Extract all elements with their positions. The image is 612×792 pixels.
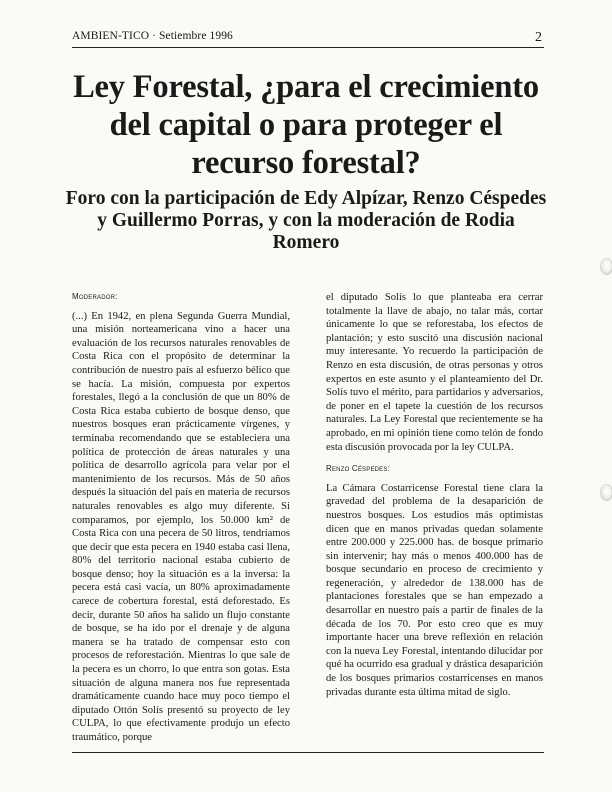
page-number: 2 <box>535 30 542 45</box>
moderator-paragraph-continued: el diputado Solís lo que planteaba era cerrar totalmente la llave de abajo, no talar más, cortar únicamente lo que se reforestaba, los efectos de plantación; y esto suscitó una discusión nacional muy interesante. Yo recuerdo la participación de Renzo en esta discusión, de otras personas y otros expertos en este asunto y el planteamiento del Dr. Solís tuvo el mérito, para partidarios y adversarios, de poner en el tapete la cuestión de los recursos naturales. La Ley Forestal que recientemente se ha aprobado, en mi opinión tiene como telón de fondo esta discusión provocada por la ley CULPA. <box>326 292 543 453</box>
publication-name: AMBIEN-TICO · Setiembre 1996 <box>72 30 233 42</box>
speaker-label-renzo: Renzo Céspedes: <box>326 464 391 474</box>
renzo-paragraph: La Cámara Costarricense Forestal tiene clara la gravedad del problema de la desaparición de nuestros bosques. Los estudios más optimistas dicen que en manos privadas quedan solamente entre 200.000 y 225.000 has. de bosque primario sin intervenir; hay más o menos 400.000 has de bosque secundario en proceso de crecimiento y regeneración, y alrededor de 138.000 has de plantaciones forestales que se han empezado a desarrollar en nuestro país a partir de finales de la década de los 70. Por esto creo que es muy importante hacer una breve reflexión en relación con la nueva Ley Forestal, intentando dilucidar por qué ha ocurrido esa gradual y drástica desaparición de los bosques primarios costarricenses en manos privadas durante esta última mitad de siglo. <box>326 482 543 698</box>
right-column <box>326 291 543 699</box>
footer-rule <box>72 752 544 753</box>
punch-hole <box>600 484 612 501</box>
article-subtitle: Foro con la participación de Edy Alpízar, Renzo Céspedes y Guillermo Porras, y con la moderación de Rodia Romero <box>65 188 547 253</box>
running-header <box>72 30 542 48</box>
punch-hole <box>600 258 612 275</box>
speaker-label-moderator: Moderador: <box>72 292 118 301</box>
left-column <box>72 290 290 745</box>
header-rule <box>72 47 544 48</box>
moderator-paragraph: (...) En 1942, en plena Segunda Guerra Mundial, una misión norteamericana vino a hacer una evaluación de los recursos naturales renovables de Costa Rica con el propósito de determinar la contribución de nuestro país al esfuerzo bélico que se hacía. La misión, compuesta por expertos forestales, llegó a la conclusión de que un 80% de Costa Rica estaba cubierto de bosque denso, que nuestros bosques eran prácticamente vírgenes, y terminaba recomendando que se estableciera una política de protección de áreas naturales y una política de desarrollo agrícola para velar por el mantenimiento de los recursos. Más de 50 años después la situación del país en materia de recursos naturales renovables es algo muy diferente. Si comparamos, por ejemplo, los 50.000 km² de Costa Rica con una pecera de 50 litros, tendríamos que decir que esta pecera en 1940 estaba casi llena, 80% del territorio nacional estaba cubierto de bosque denso; hoy la situación es a la inversa: la pecera está casi vacía, un 80% aproximadamente carece de cobertura forestal, está deforestado. Es decir, durante 50 años ha salido un flujo constante de bosque, se ha ido por el drenaje y de alguna manera se ha tratado de compensar esto con procesos de reforestación. Mientras lo que sale de la pecera es un chorro, lo que entra son gotas. Esta situación de alguna manera nos fue representada dramáticamente cuando hace muy poco tiempo el diputado Ottón Solís presentó su proyecto de ley CULPA, lo que efectivamente produjo un efecto traumático, porque <box>72 310 290 743</box>
article-title: Ley Forestal, ¿para el crecimiento del capital o para proteger el recurso forestal? <box>73 69 539 181</box>
